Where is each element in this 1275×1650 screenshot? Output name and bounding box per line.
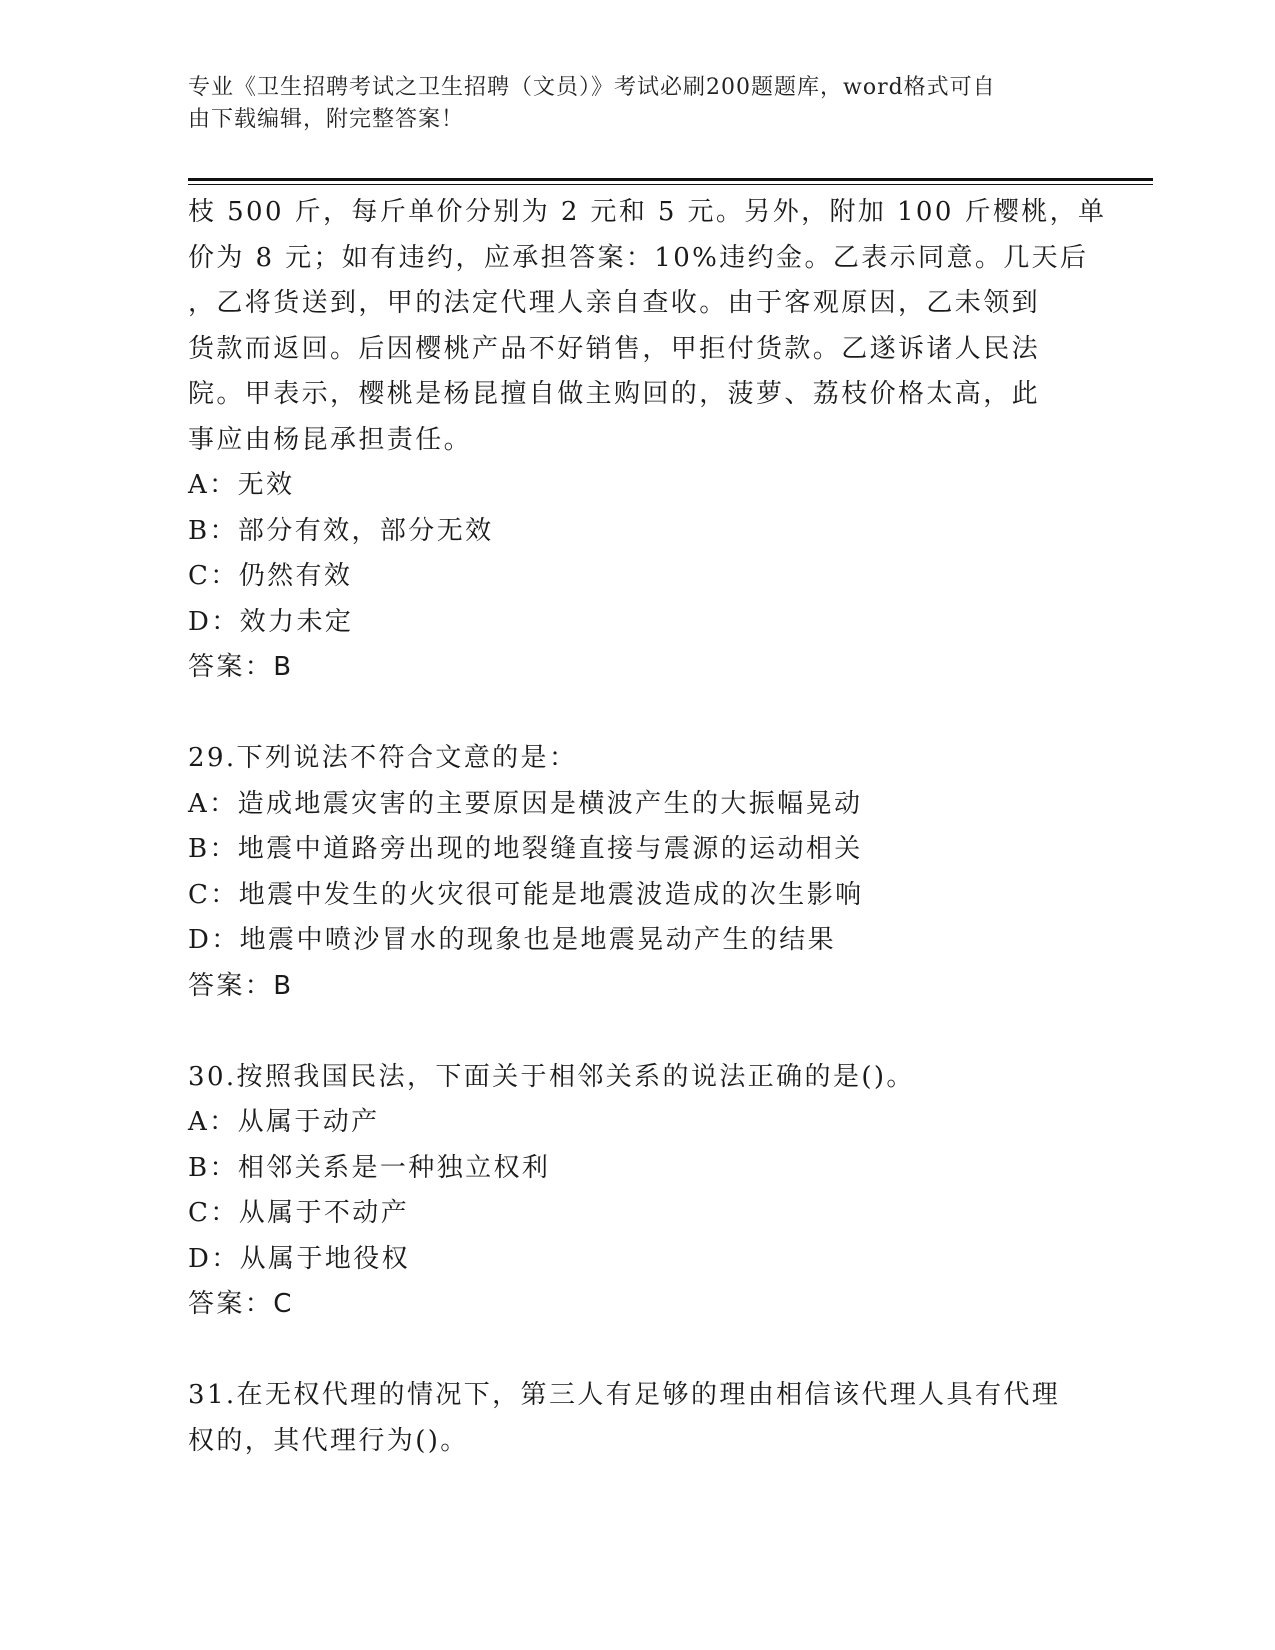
option-b: B：地震中道路旁出现的地裂缝直接与震源的运动相关	[188, 834, 863, 864]
question-stem-line: 31.在无权代理的情况下，第三人有足够的理由相信该代理人具有代理	[188, 1380, 1061, 1410]
answer-label: 答案：C	[188, 1289, 294, 1319]
page-header	[188, 72, 1068, 136]
question-text-line: 事应由杨昆承担责任。	[188, 424, 473, 455]
question-30	[188, 1055, 1088, 1328]
question-text-line: ，乙将货送到，甲的法定代理人亲自查收。由于客观原因，乙未领到	[188, 288, 1041, 318]
option-a: A：造成地震灾害的主要原因是横波产生的大振幅晃动	[188, 788, 863, 819]
header-rule-thick	[188, 178, 1153, 181]
question-stem: 30.按照我国民法，下面关于相邻关系的说法正确的是()。	[188, 1061, 915, 1092]
question-text-line: 价为 8 元；如有违约，应承担答案：10%违约金。乙表示同意。几天后	[188, 242, 1089, 273]
option-c: C：仍然有效	[188, 561, 353, 591]
option-a: A：无效	[188, 470, 295, 500]
option-d: D：效力未定	[188, 606, 354, 637]
header-line-1: 专业《卫生招聘考试之卫生招聘（文员）》考试必刷200题题库，word格式可自	[188, 75, 996, 100]
answer-label: 答案：B	[188, 970, 294, 1001]
question-31	[188, 1373, 1088, 1464]
question-29	[188, 736, 1088, 1009]
spacer	[188, 1328, 1088, 1374]
option-a: A：从属于动产	[188, 1107, 380, 1137]
question-stem-line: 权的，其代理行为()。	[188, 1425, 469, 1456]
option-b: B：相邻关系是一种独立权利	[188, 1152, 551, 1183]
document-body	[188, 190, 1107, 1464]
continued-question	[188, 190, 1107, 691]
question-stem: 29.下列说法不符合文意的是：	[188, 743, 578, 773]
question-text-line: 院。甲表示，樱桃是杨昆擅自做主购回的，菠萝、荔枝价格太高，此	[188, 379, 1041, 409]
option-c: C：地震中发生的火灾很可能是地震波造成的次生影响	[188, 879, 864, 910]
question-text-line: 枝 500 斤，每斤单价分别为 2 元和 5 元。另外，附加 100 斤樱桃，单	[188, 197, 1107, 227]
header-rule-thin	[188, 184, 1153, 185]
option-b: B：部分有效，部分无效	[188, 515, 494, 546]
spacer	[188, 1009, 1088, 1055]
answer-label: 答案：B	[188, 652, 294, 682]
option-d: D：地震中喷沙冒水的现象也是地震晃动产生的结果	[188, 925, 837, 955]
spacer	[188, 691, 1088, 737]
question-text-line: 货款而返回。后因樱桃产品不好销售，甲拒付货款。乙遂诉诸人民法	[188, 333, 1041, 364]
option-d: D：从属于地役权	[188, 1243, 411, 1274]
header-line-2: 由下载编辑，附完整答案！	[188, 107, 465, 132]
option-c: C：从属于不动产	[188, 1198, 410, 1228]
